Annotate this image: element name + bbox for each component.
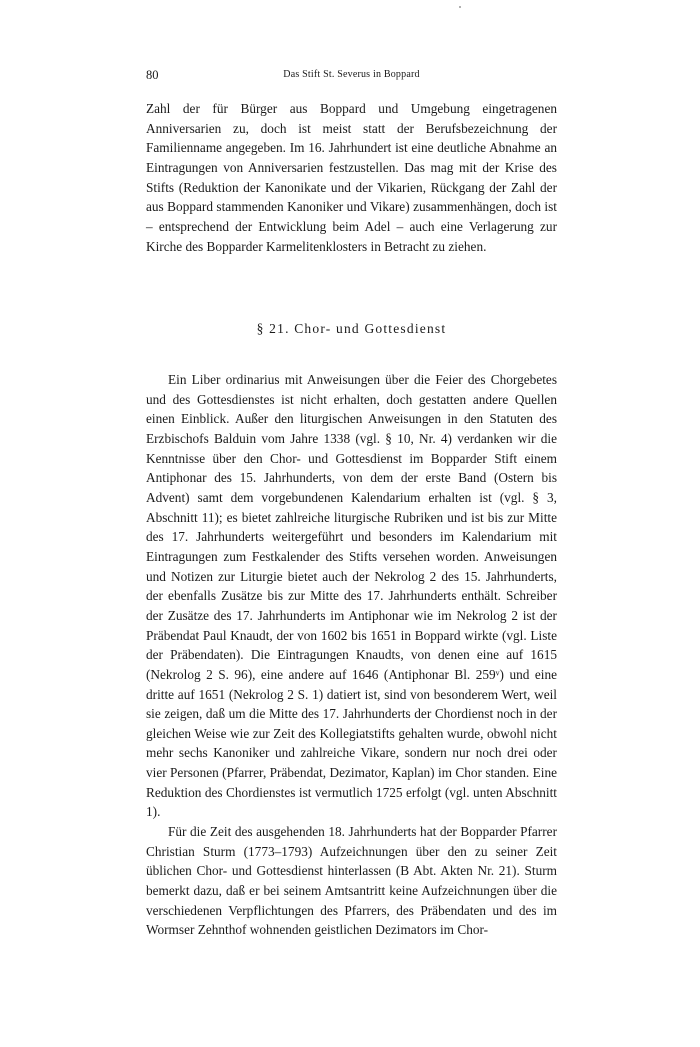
page-number: 80 bbox=[146, 68, 159, 82]
section-paragraph-2: Für die Zeit des ausgehenden 18. Jahrhunderts hat der Bopparder Pfarrer Christian Sturm (1773–1793) Aufzeichnungen über den zu seiner Zeit üblichen Chor- und Gottesdienst hinterlassen (B Abt. Akten Nr. 21). Sturm bemerkt dazu, daß er bei seinem Amtsantritt keine Aufzeichnungen über die verschiedenen Verpflichtungen des Pfarrers, des Präbendaten und des im Wormser Zehnthof wohnenden geistlichen Dezimators im Chor- bbox=[146, 824, 557, 938]
scan-speck bbox=[459, 6, 461, 8]
section-body bbox=[146, 370, 557, 940]
section-heading: § 21. Chor- und Gottesdienst bbox=[256, 321, 447, 336]
paragraph-continued: Zahl der für Bürger aus Boppard und Umgebung eingetragenen Anniversarien zu, doch ist meist statt der Berufsbezeichnung der Familienname angegeben. Im 16. Jahrhundert ist eine deutliche Abnahme an Eintragungen von Anniversarien festzustellen. Das mag mit der Krise des Stifts (Reduktion der Kanonikate und der Vikarien, Rückgang der Zahl der aus Boppard stammenden Kanoniker und Vikare) zusammenhängen, doch ist – entsprechend der Entwicklung beim Adel – auch eine Verlagerung zur Kirche des Bopparder Karmelitenklosters in Betracht zu ziehen. bbox=[146, 101, 557, 254]
continued-text-block bbox=[146, 99, 557, 256]
running-title: Das Stift St. Severus in Boppard bbox=[283, 69, 420, 80]
running-header bbox=[146, 68, 557, 84]
section-paragraph-1: Ein Liber ordinarius mit Anweisungen über die Feier des Chorgebetes und des Gottesdienstes ist nicht erhalten, doch gestatten andere Quellen einen Einblick. Außer den liturgischen Anweisungen in den Statuten des Erzbischofs Balduin vom Jahre 1338 (vgl. § 10, Nr. 4) verdanken wir die Kenntnisse über den Chor- und Gottesdienst im Bopparder Stift einem Antiphonar des 15. Jahrhunderts, von dem der erste Band (Ostern bis Advent) samt dem vorgebundenen Kalendarium erhalten ist (vgl. § 3, Abschnitt 11); es bietet zahlreiche liturgische Rubriken und ist bis zur Mitte des 17. Jahrhunderts weitergeführt und besonders im Kalendarium mit Eintragungen zum Festkalender des Stifts versehen worden. Anweisungen und Notizen zur Liturgie bietet auch der Nekrolog 2 des 15. Jahrhunderts, der ebenfalls Zusätze bis zur Mitte des 17. Jahrhunderts enthält. Schreiber der Zusätze des 17. Jahrhunderts im Antiphonar wie im Nekrolog 2 ist der Präbendat Paul Knaudt, der von 1602 bis 1651 in Boppard wirkte (vgl. Liste der Präbendaten). Die Eintragungen Knaudts, von denen eine auf 1615 (Nekrolog 2 S. 96), eine andere auf 1646 (Antiphonar Bl. 259ᵛ) und eine dritte auf 1651 (Nekrolog 2 S. 1) datiert ist, sind von besonderem Wert, weil sie zeigen, daß um die Mitte des 17. Jahrhunderts der Chordienst noch in der gleichen Weise wie zur Zeit des Kollegiatstifts gehalten wurde, obwohl nicht mehr sechs Kanoniker und zahlreiche Vikare, sondern nur noch drei oder vier Personen (Pfarrer, Präbendat, Dezimator, Kaplan) im Chor standen. Eine Reduktion des Chordienstes ist vermutlich 1725 erfolgt (vgl. unten Abschnitt 1). bbox=[146, 372, 557, 820]
